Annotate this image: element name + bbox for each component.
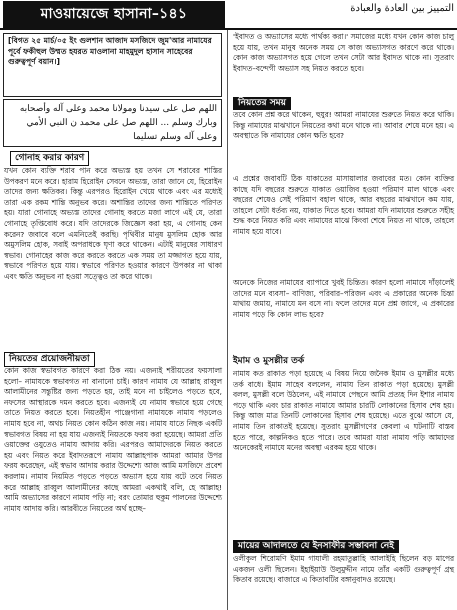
section-heading-reason-for-sin: গোনাহ করার কারণ: [10, 151, 89, 166]
paragraph-imam-debate: নামায কত রাকাত পড়া হয়েছে এ বিষয় নিয়ে জনৈক ইমাম ও মুসল্লীর মধ্যে তর্ক বাধে। ইমাম সাহেব বললেন, নামায তিন রাকাত পড়া হয়েছে। মুসল্লী বলল, মুসল্লী বলে উঠলেন, এই নামাযে পেছনে আমি প্রত্যহ দিন ইশার নামায পড়ে থাকি এবং চার রাকাত নামাযে আমার চারটি লোকানের হিসাব শেষ হয়। কিন্তু আজ মাত্র তিনটি লোকানের হিসাব শেষ হয়েছে। এতে বুঝে আসে যে, নামায তিন রাকাতই হয়েছে। সুতরাং মুসল্লীগণের কেবলা এ ঘটনাটি বাস্তব হতে পারে, কাল্পনিকও হতে পারে। তবে আমরা যারা নামায পড়ি আমাদের অনেকেরই নামাযে মনের অবস্থা এরকম হয়ে থাকে।: [233, 369, 454, 453]
intro-text: [বিগত ২৫ মার্চ/০৫ ইং গুলশান আজাদ মসজিদে জুম'আর নামাযের পূর্বে ফকীহুল উম্মত হযরত মাওলানা মাহমুদুল হাসান সাহেবের গুরুত্বপূর্ণ বয়ান।]: [8, 36, 212, 66]
section-heading-mothers-court: মায়ের আদালতে যে ইনসাফীর সম্ভাবনা নেই: [233, 540, 399, 553]
paragraph-ibadat-vs-habit: 'ইবাদত ও অভ্যাসের মধ্যে পার্থক্য করা।' সমাজের মধ্যে যখন কোন কাজ চালু হয়ে যায়, তখন মানুষ অনেক সময় সে কাজ অভ্যাসগত কারণে করে থাকে। কোন কাজ অভ্যাসগত হয়ে গেলে তখন সেটা আর ইবাদত থাকে না। সুতরাং ইবাদত–বন্দেগী অভ্যাস সহ নিয়ত করতে হবে।: [233, 32, 454, 73]
header-rule: [0, 28, 457, 30]
paragraph-zakat-answer: এ প্রশ্নের জবাবটি ঠিক যাকাতের মাসায়ালার জবাবের মত। কোন ব্যক্তির কাছে যদি বছরের শুরুতে যাকাত ওয়াজিব হওয়া পরিমাণ মাল থাকে এবং বছরের শেষেও সেই পরিমাণ বহাল থাকে, আর বছরের মাঝখানে কম যায়, তাহলে সেটা ধর্তব্য নয়, যাকাত দিতে হবে। আমরা যদি নামাযের শুরুতে সহীহ শুদ্ধ করে নিয়ত করি এবং নামাযের মাঝে কিংবা শেষে নিয়ত না থাকে, তাহলে নামায হয়ে যাবে।: [233, 174, 454, 236]
paragraph-question: তবে কোন প্রশ্ন করে থাকেন, হুযুর! আমরা নামাযের শুরুতে নিয়ত করে থাকি। কিন্তু নামাযের মাঝখানে নিয়তের কথা মনে থাকে না। আবার শেষে মনে হয়। এ অবস্থাতে কি নামাযের কোন ক্ষতি হবে?: [233, 110, 454, 141]
intro-box: [3, 33, 222, 97]
arabic-title: التمييز بين العادة والعبادة: [350, 3, 454, 14]
column-divider: [227, 30, 228, 610]
section-heading-imam-debate: ইমাম ও মুসল্লীর তর্ক: [233, 356, 305, 366]
paragraph-reason-for-sin: যখন কোন ব্যক্তি শরাব পান করে অভ্যস্ত হয় তখন সে শরাবের শাস্তির উপকরণ মনে করে। হারাম হিরোইন সেবনে অভ্যস্ত, তারা জানে যে, হিরোইন তাদের জন্য ক্ষতিকর। কিন্তু এরপরও হিরোইন খেয়ে থাকে এবং এর মধ্যেই তারা এক রকম শান্তি অনুভব করে। অশান্তির তাদের জন্য শান্তিতে পরিণত হয়। যারা গোনাহে অভ্যস্ত তাদের গোনাহ করতে মজা লাগে এই যে, তারা গোনাহে তৃপ্তিবোধ করে। যদি তাদেরকে জিজ্ঞেস করা হয়, এ গোনাহ কেন করেন? জবাবে বলে এমনিতেই করছি। পৃথিবীর মানুষ মুসলিম হোক আর অমুসলিম হোক, সবাই অপরাধকে ঘৃণা করে থাকেন। এটাই মানুষের সাধারণ স্বভাব। গোনাহের কাজ করে করতে করতে এক সময় তা মজ্জাগত হয়ে যায়, স্বভাবে পরিণত হয়ে যায়। স্বভাবে পরিণত হওয়ার কারণে উপকার না থাকা এবং ক্ষতি অনুভব না হওয়া সত্ত্বেও তা করে থাকে।: [4, 166, 222, 281]
section-heading-time-of-niyyah: নিয়তের সময়: [233, 97, 291, 110]
column-title: মাওয়ায়েজে হাসানা–১৪১: [3, 1, 225, 28]
arabic-durood: اللهم صل على سيدنا ومولانا محمد وعلى آله وأصحابه وبارك وسلم ... اللهم صل على محمد ن النبي الأمي وعلى آله وسلم تسليما: [3, 99, 222, 147]
section-heading-need-for-niyyah: নিয়তের প্রয়োজনীয়তা: [4, 352, 95, 367]
paragraph-imam-ghazali: ওলীকুল শিরোমণি ইমাম গাযালী রহমাতুল্লাহি আলাইহি ছিলেন বড় মাপের একজন ওলী ছিলেন। ইহাইয়াউ উলুমুদ্দীন নামে তাঁর একটি গুরুত্বপূর্ণ গ্রন্থ কিতাব রয়েছে। বাজারে এ কিতাবটির বঙ্গানুবাদও রয়েছে।: [233, 554, 454, 585]
paragraph-worries: অনেকে নিজের নামাযের ব্যাপারে খুবই চিন্তিত। কারণ হলো নামাযে দাঁড়ালেই তাদের মনে ব্যবসা– বাণিজ্য, পরিবার–পরিজন এবং এ প্রকারের অনেক চিন্তা মাথায় জমায়, নামাযে মন বসে না। ফলে তাদের মনে প্রশ্ন জাগে, এ প্রকারের নামায পড়ে কি কোন লাভ হবে?: [233, 278, 454, 319]
paragraph-need-for-niyyah: কোন কাজ স্বভাবগত কারণে করা ঠিক নয়। এজন্যই শরীয়তের ফয়সালা হলো– নামাযকে স্বভাবগত না বানানো চাই। কারণ নামায যে আল্লাহ রাব্বুল আলামীনের সন্তুষ্টির জন্য পড়তে হয়, তাই মনে না চাইলেও পড়তে হবে, নফসের আস্থারকে দমন করতে হবে। এজন্যই যে নামায স্বভাবে হয়ে গেছে তাতে নিয়ত করতে হবে। নিয়তহীন পাঞ্জেগানা নামাযকে নামায পড়লেও নামায হবে না, অথচ নিয়ত কোন কঠিন কাজ নয়। নামায যাতে নিছক একটি স্বভাবগত বিষয় না হয় যায় এজন্যই নিয়তকে ফরয করা হয়েছে। আমরা প্রতি ওয়াক্তের ওযুতেও নামায আদায় করি। এরপরও আমাদেরকে নিয়ত করতে হয় এবং নিয়ত করে ইবাদতরূপে নামায আল্লাহপাক আমরা আমার উপর ফরয করেছেন, এই স্বভাব আদায় করার উদ্দেশ্যে আজ আমি মসজিদে প্রবেশ করলাম। নামায নিয়মিত পড়তে পড়তে অভ্যাস হয়ে যায় বটে তবে নিয়ত করে আল্লাহ রাব্বুল আলামীনের কাছে আমরা একথাই বলি, হে আল্লাহ! আমি অভ্যাসের কারণে নামায পড়ি না; বরং তোমার হুকুম পালনের উদ্দেশ্যে নামায আদায় করি। আরবীতে নিয়তের অর্থ হচ্ছে–: [4, 366, 222, 513]
